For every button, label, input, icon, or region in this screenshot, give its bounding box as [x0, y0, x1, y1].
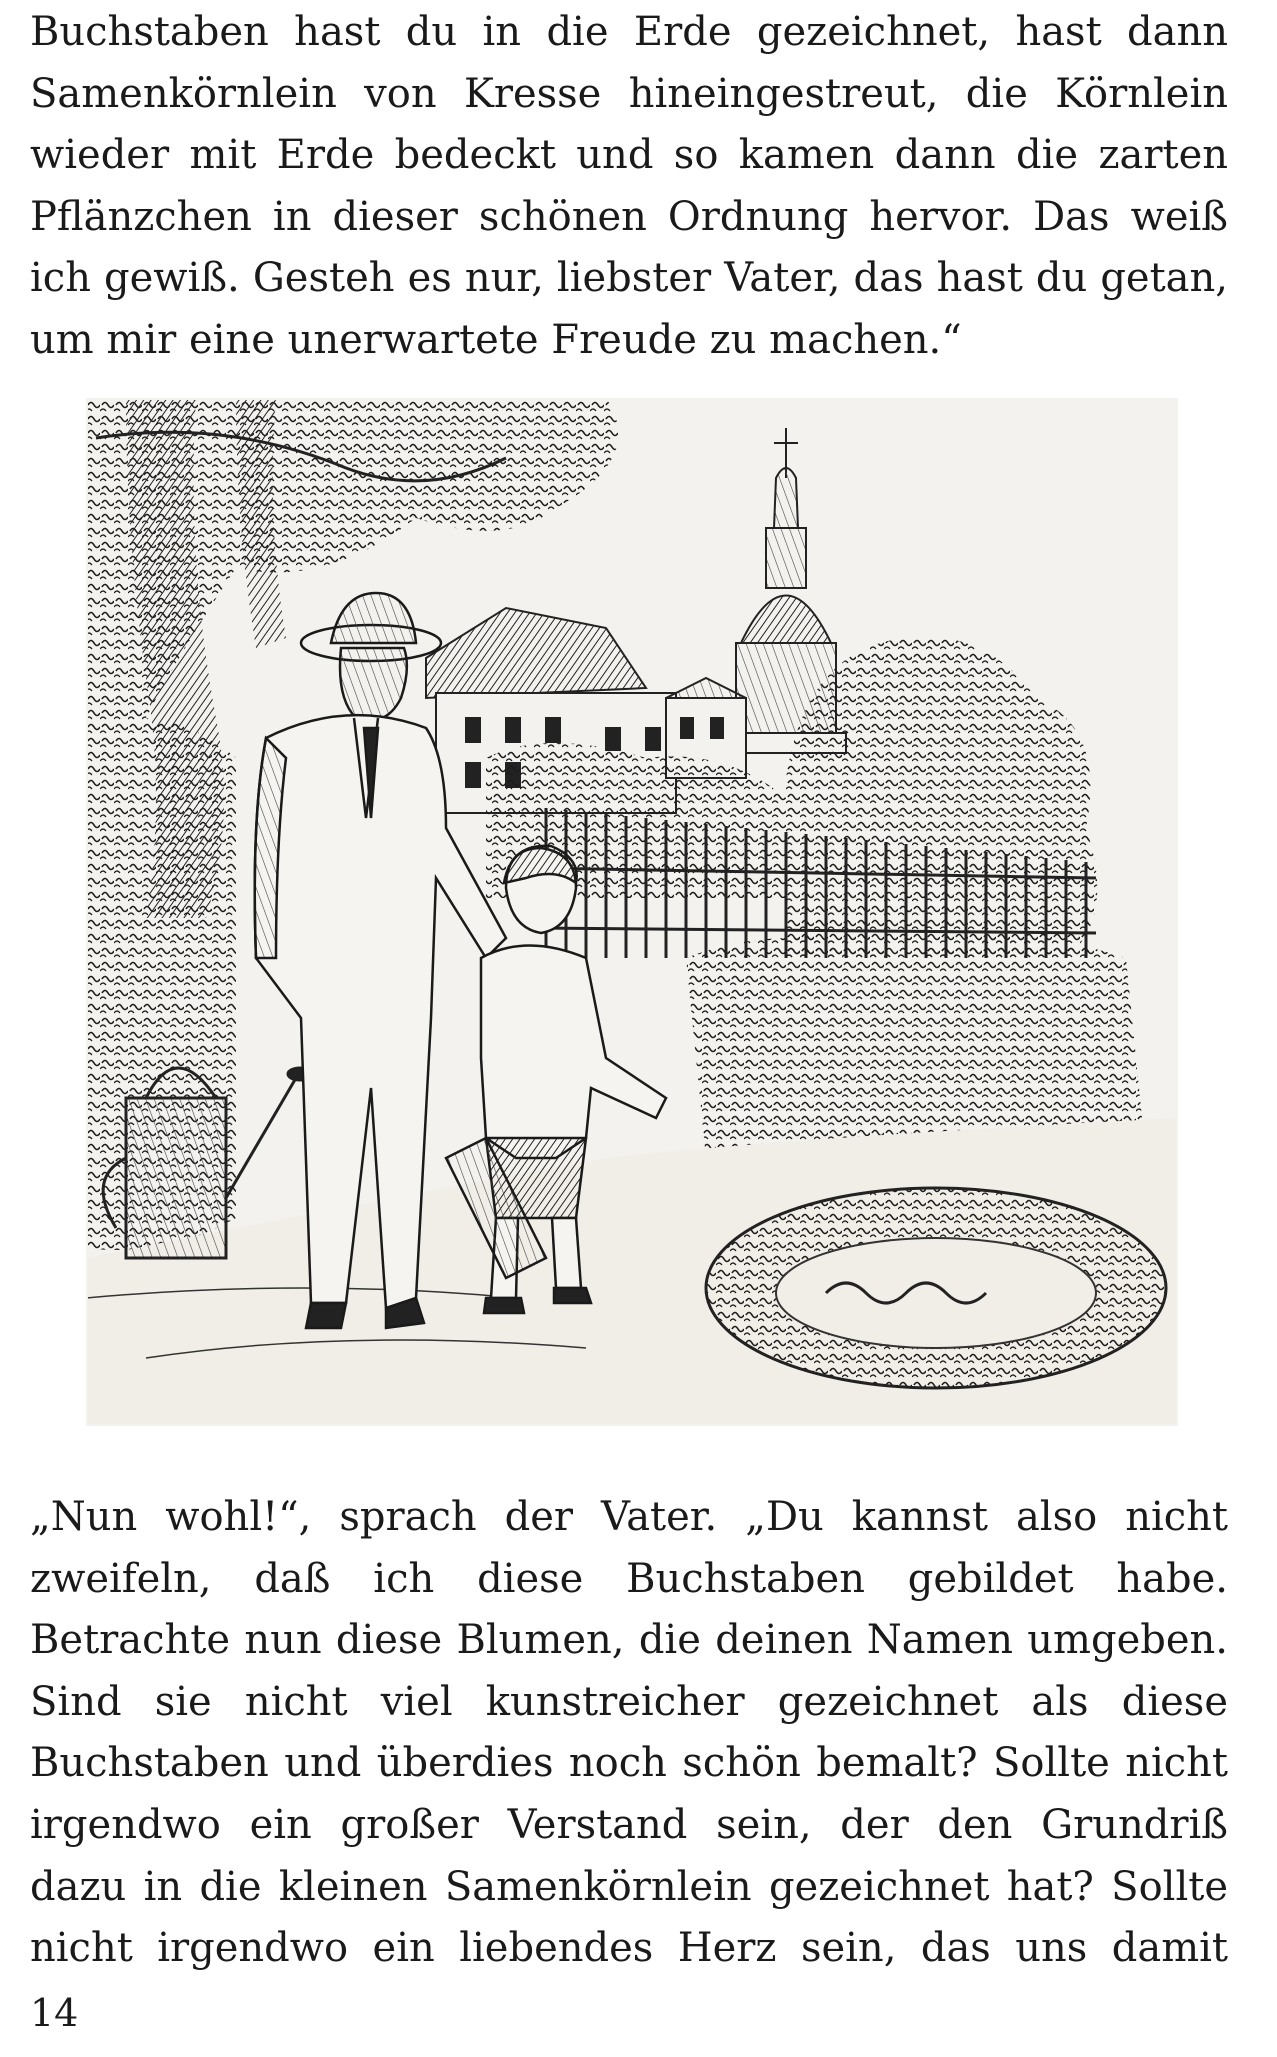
bottom-paragraph	[30, 1487, 1228, 1980]
text-line: um mir eine unerwartete Freude zu machen.“	[30, 316, 962, 363]
text-line: irgendwo ein großer Verstand sein, der den Grundriß	[30, 1801, 1228, 1848]
top-paragraph	[30, 2, 1228, 372]
garden-illustration	[86, 398, 1178, 1426]
text-line: Samenkörnlein von Kresse hineingestreut, die Körnlein	[30, 70, 1228, 117]
text-line: Pflänzchen in dieser schönen Ordnung hervor. Das weiß	[30, 193, 1228, 240]
text-line: wieder mit Erde bedeckt und so kamen dann die zarten	[30, 132, 1228, 179]
text-line: dazu in die kleinen Samenkörnlein gezeichnet hat? Sollte	[30, 1863, 1228, 1910]
text-line: Betrachte nun diese Blumen, die deinen Namen umgeben.	[30, 1617, 1228, 1664]
text-line: Buchstaben und überdies noch schön bemalt? Sollte nicht	[30, 1740, 1228, 1787]
text-line: Sind sie nicht viel kunstreicher gezeichnet als diese	[30, 1678, 1228, 1725]
text-line: nicht irgendwo ein liebendes Herz sein, das uns damit	[30, 1925, 1228, 1972]
text-line: zweifeln, daß ich diese Buchstaben gebildet habe.	[30, 1555, 1228, 1602]
text-line: ich gewiß. Gesteh es nur, liebster Vater, das hast du getan,	[30, 255, 1228, 302]
page-number: 14	[30, 1991, 79, 2035]
text-line: Buchstaben hast du in die Erde gezeichnet, hast dann	[30, 9, 1228, 55]
text-line: „Nun wohl!“, sprach der Vater. „Du kannst also nicht	[30, 1494, 1228, 1540]
